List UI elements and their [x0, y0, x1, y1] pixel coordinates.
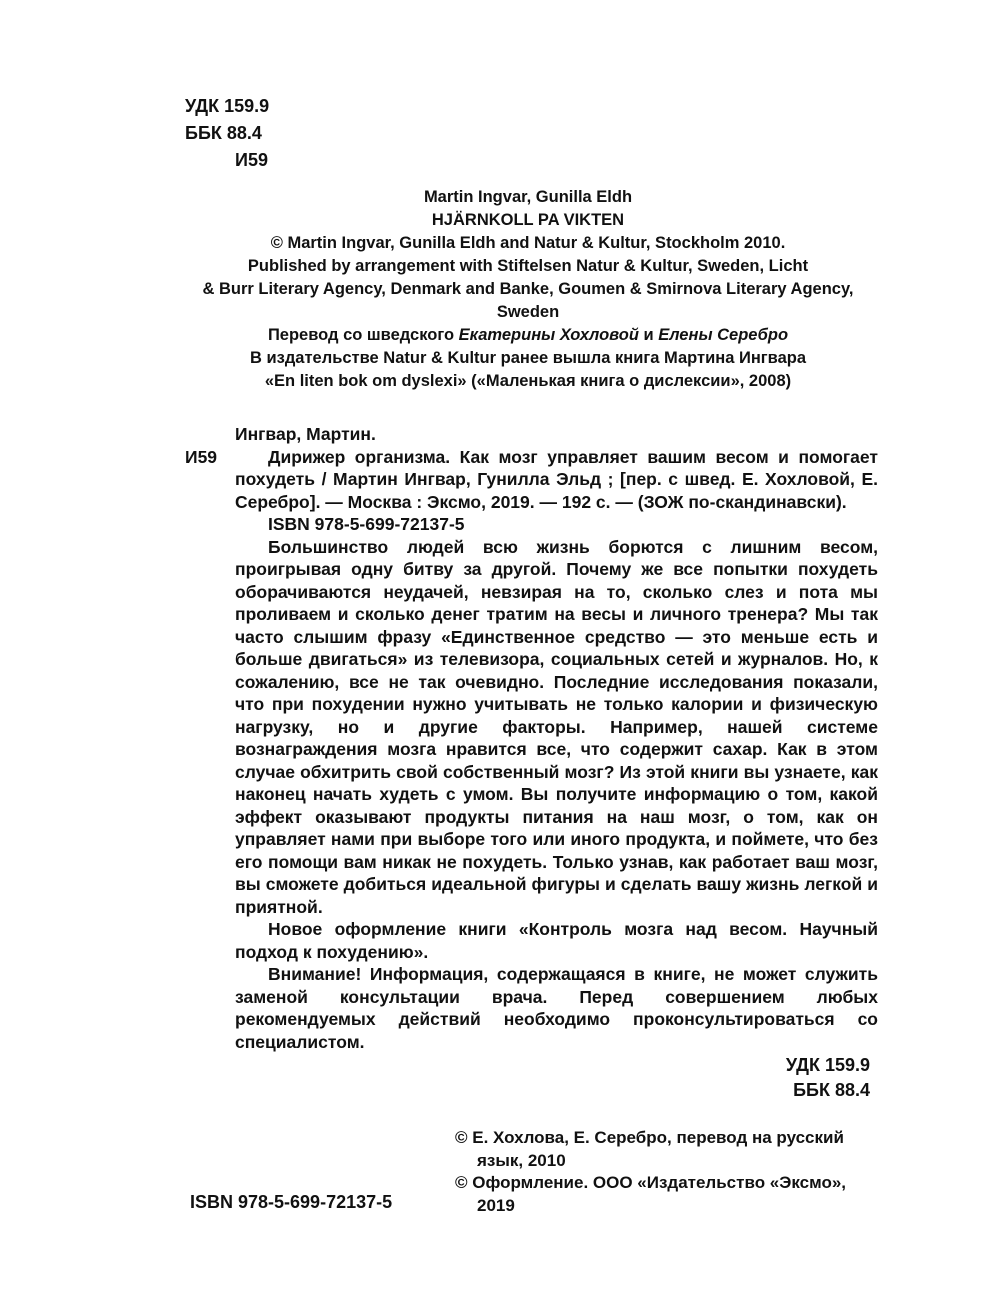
bib-description	[178, 446, 878, 514]
copyright-translation: © Е. Хохлова, Е. Серебро, перевод на русский язык, 2010	[455, 1128, 844, 1170]
bibliographic-record	[178, 423, 878, 536]
original-authors: Martin Ingvar, Gunilla Eldh	[423, 188, 633, 206]
isbn-line: ISBN 978-5-699-72137-5	[268, 514, 465, 534]
original-edition-block	[178, 186, 878, 393]
translator-name-2: Елены Серебро	[658, 326, 789, 344]
bib-author-heading: Ингвар, Мартин.	[235, 424, 376, 444]
author-sign-code: И59	[235, 150, 268, 170]
previous-book-line-1: В издательстве Natur & Kultur ранее вышла книга Мартина Ингвара	[249, 349, 807, 367]
footer-isbn: ISBN 978-5-699-72137-5	[190, 1192, 393, 1212]
translation-prefix: Перевод со шведского	[267, 326, 455, 344]
published-by-line-1: Published by arrangement with Stiftelsen Natur & Kultur, Sweden, Licht	[247, 257, 809, 275]
bbk-code-right: ББК 88.4	[793, 1080, 870, 1100]
annotation-paragraph-3: Внимание! Информация, содержащаяся в книге, не может служить заменой консультации врача. Перед совершением любых рекомендуемых действий необходимо проконсультироваться со специалистом.	[235, 964, 878, 1052]
annotation-paragraph-2: Новое оформление книги «Контроль мозга над весом. Научный подход к похудению».	[235, 919, 878, 962]
original-copyright: © Martin Ingvar, Gunilla Eldh and Natur & Kultur, Stockholm 2010.	[270, 234, 786, 252]
annotation-paragraph-1: Большинство людей всю жизнь борются с лишним весом, проигрывая одну битву за другой. Почему же все попытки похудеть оборачиваются неудачей, невзирая на то, сколько слез и пота мы проливаем и сколько денег тратим на весы и личного тренера? Мы так часто слышим фразу «Единственное средство — это меньше есть и больше двигаться» из телевизора, социальных сетей и журналов. Но, к сожалению, все не так очевидно. Последние исследования показали, что при похудении нужно учитывать не только калории и физическую нагрузку, но и другие факторы. Например, нашей системе вознаграждения мозга нравится все, что содержит сахар. Как в этом случае обхитрить свой собственный мозг? Из этой книги вы узнаете, как наконец начать худеть с умом. Вы получите информацию о том, какой эффект оказывают продукты питания на наш мозг, о том, как он управляет нами при выборе того или иного продукта, и поймете, что без его помощи вам никак не похудеть. Только узнав, как работает ваш мозг, вы сможете добиться идеальной фигуры и сделать вашу жизнь легкой и приятной.	[235, 536, 878, 917]
bib-margin-code: И59	[185, 446, 218, 467]
classification-codes	[178, 93, 878, 174]
udk-code: УДК 159.9	[185, 96, 270, 116]
copyright-publisher: © Оформление. ООО «Издательство «Эксмо», 2019	[455, 1173, 846, 1215]
translator-name-1: Екатерины Хохловой	[458, 326, 639, 344]
udk-code-right: УДК 159.9	[785, 1055, 870, 1075]
translation-credit	[178, 324, 878, 347]
published-by-line-2: & Burr Literary Agency, Denmark and Banke, Goumen & Smirnova Literary Agency, Sweden	[202, 280, 854, 321]
footer-block	[178, 1127, 878, 1237]
translation-conjunction: и	[643, 326, 654, 344]
previous-book-line-2: «En liten bok om dyslexi» («Маленькая книга о дислексии», 2008)	[264, 372, 792, 390]
classification-codes-right	[178, 1053, 878, 1103]
bbk-code: ББК 88.4	[185, 123, 262, 143]
bib-description-text: Дирижер организма. Как мозг управляет вашим весом и помогает похудеть / Мартин Ингвар, Гунилла Эльд ; [пер. с швед. Е. Хохловой, Е. Серебро]. — Москва : Эксмо, 2019. — 192 с. — (ЗОЖ по-скандинавски).	[235, 446, 878, 512]
copyright-notices	[455, 1127, 867, 1217]
original-title: HJÄRNKOLL PA VIKTEN	[431, 211, 625, 229]
content-column	[178, 93, 878, 1237]
